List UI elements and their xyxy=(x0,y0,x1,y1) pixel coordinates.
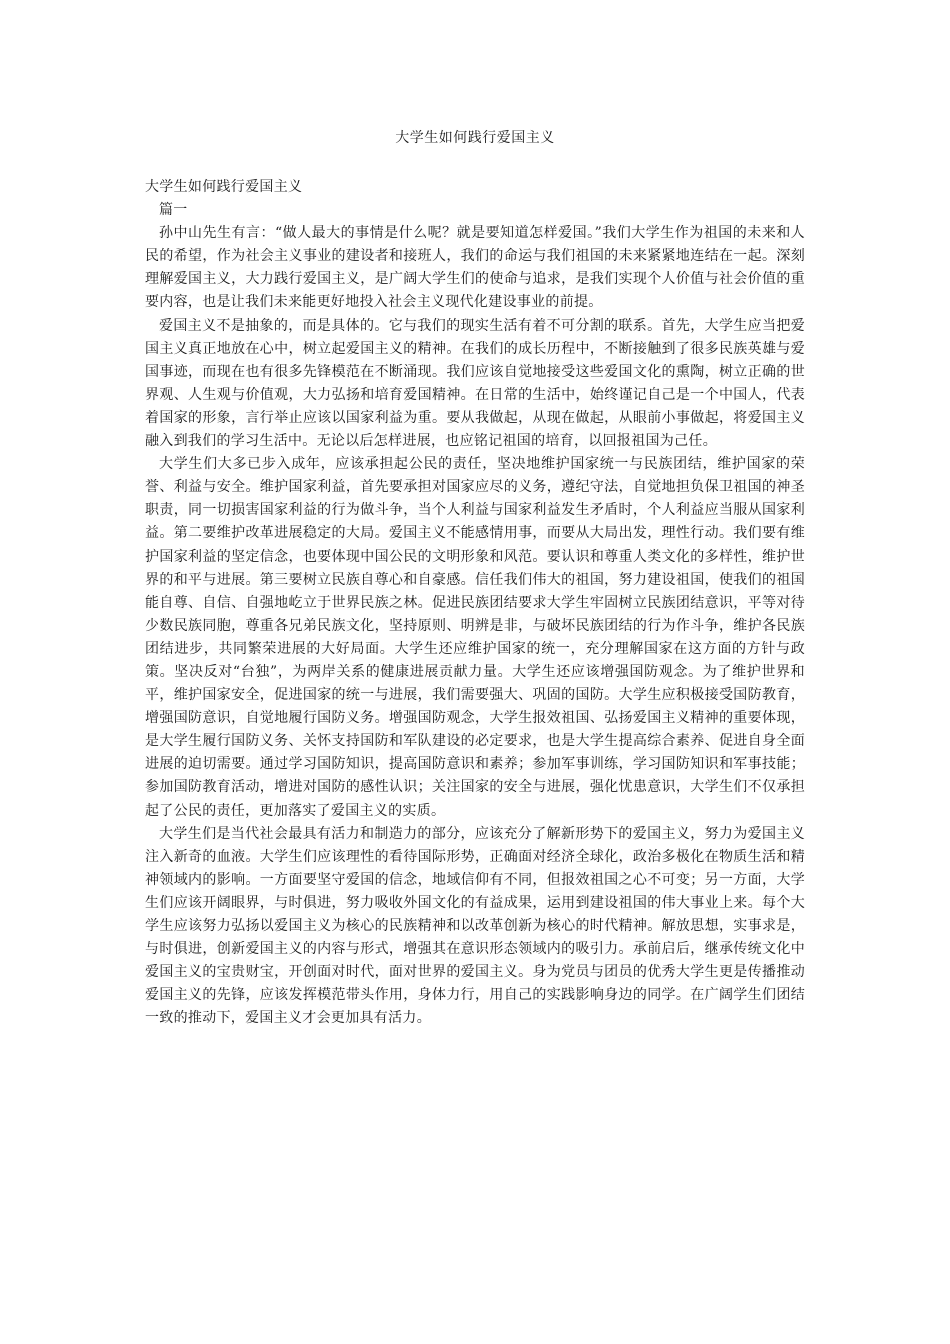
paragraph-1: 孙中山先生有言：“做人最大的事情是什么呢？就是要知道怎样爱国。”我们大学生作为祖国的未来和人民的希望，作为社会主义事业的建设者和接班人，我们的命运与我们祖国的未来紧紧地连结在一起。深刻理解爱国主义，大力践行爱国主义，是广阔大学生们的使命与追求，是我们实现个人价值与社会价值的重要内容，也是让我们未来能更好地投入社会主义现代化建设事业的前提。 xyxy=(145,225,805,311)
section-label: 篇一 xyxy=(159,202,188,219)
document-subtitle: 大学生如何践行爱国主义 xyxy=(145,179,303,195)
document-title: 大学生如何践行爱国主义 xyxy=(395,130,555,146)
paragraph-2: 爱国主义不是抽象的，而是具体的。它与我们的现实生活有着不可分割的联系。首先，大学生应当把爱国主义真正地放在心中，树立起爱国主义的精神。在我们的成长历程中，不断接触到了很多民族英雄与爱国事迹，而现在也有很多先锋模范在不断涌现。我们应该自觉地接受这些爱国文化的熏陶，树立正确的世界观、人生观与价值观，大力弘扬和培育爱国精神。在日常的生活中，始终谨记自己是一个中国人，代表着国家的形象，言行举止应该以国家利益为重。要从我做起，从现在做起，从眼前小事做起，将爱国主义融入到我们的学习生活中。无论以后怎样进展，也应铭记祖国的培育，以回报祖国为己任。 xyxy=(145,317,805,450)
paragraph-4: 大学生们是当代社会最具有活力和制造力的部分，应该充分了解新形势下的爱国主义，努力为爱国主义注入新奇的血液。大学生们应该理性的看待国际形势，正确面对经济全球化，政治多极化在物质生活和精神领域内的影响。一方面要坚守爱国的信念，地域信仰有不同，但报效祖国之心不可变；另一方面，大学生们应该开阔眼界，与时俱进，努力吸收外国文化的有益成果，运用到建设祖国的伟大事业上来。每个大学生应该努力弘扬以爱国主义为核心的民族精神和以改革创新为核心的时代精神。解放思想，实事求是，与时俱进，创新爱国主义的内容与形式，增强其在意识形态领域内的吸引力。承前启后，继承传统文化中爱国主义的宝贵财宝，开创面对时代，面对世界的爱国主义。身为党员与团员的优秀大学生更是传播推动爱国主义的先锋，应该发挥模范带头作用，身体力行，用自己的实践影响身边的同学。在广阔学生们团结一致的推动下，爱国主义才会更加具有活力。 xyxy=(145,825,805,1027)
paragraph-3: 大学生们大多已步入成年，应该承担起公民的责任，坚决地维护国家统一与民族团结，维护国家的荣誉、利益与安全。维护国家利益，首先要承担对国家应尽的义务，遵纪守法，自觉地担负保卫祖国的神圣职责，同一切损害国家利益的行为做斗争，当个人利益与国家利益发生矛盾时，个人利益应当服从国家利益。第二要维护改革进展稳定的大局。爱国主义不能感情用事，而要从大局出发，理性行动。我们要有维护国家利益的坚定信念，也要体现中国公民的文明形象和风范。要认识和尊重人类文化的多样性，维护世界的和平与进展。第三要树立民族自尊心和自豪感。信任我们伟大的祖国，努力建设祖国，使我们的祖国能自尊、自信、自强地屹立于世界民族之林。促进民族团结要求大学生牢固树立民族团结意识，平等对待少数民族同胞，尊重各兄弟民族文化，坚持原则、明辨是非，与破坏民族团结的行为作斗争，维护各民族团结进步，共同繁荣进展的大好局面。大学生还应维护国家的统一，充分理解国家在这方面的方针与政策。坚决反对“台独”，为两岸关系的健康进展贡献力量。大学生还应该增强国防观念。为了维护世界和平，维护国家安全，促进国家的统一与进展，我们需要强大、巩固的国防。大学生应积极接受国防教育，增强国防意识，自觉地履行国防义务。增强国防观念，大学生报效祖国、弘扬爱国主义精神的重要体现，是大学生履行国防义务、关怀支持国防和军队建设的必定要求，也是大学生提高综合素养、促进自身全面进展的迫切需要。通过学习国防知识，提高国防意识和素养；参加军事训练，学习国防知识和军事技能；参加国防教育活动，增进对国防的感性认识；关注国家的安全与进展，强化忧患意识，大学生们不仅承担起了公民的责任，更加落实了爱国主义的实质。 xyxy=(145,456,805,819)
document-body xyxy=(145,176,805,1030)
